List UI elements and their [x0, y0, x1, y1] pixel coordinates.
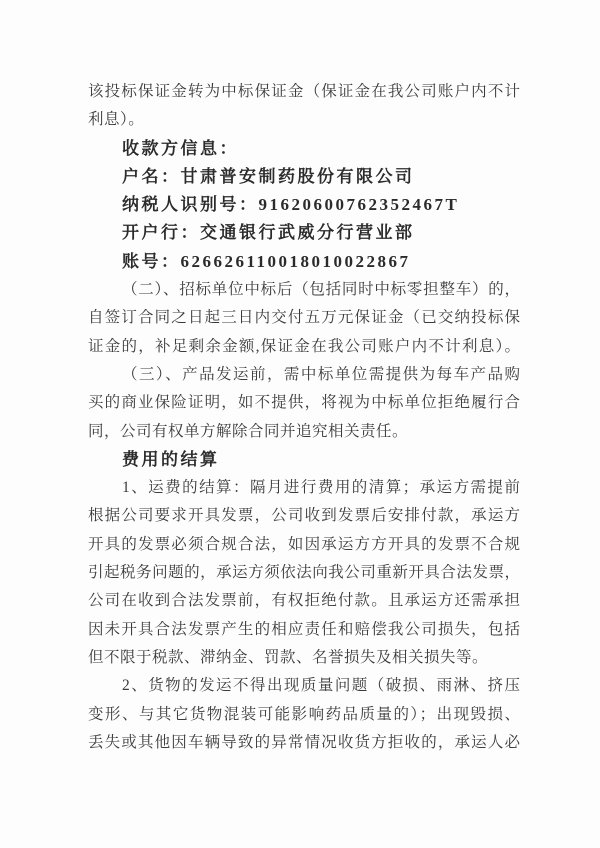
text-line: 公司在收到合法发票前，有权拒绝付款。且承运方还需承担	[88, 592, 520, 610]
text-line: 账号：626626110018010022867	[122, 251, 411, 271]
text-line: 1、运费的结算：隔月进行费用的清算；承运方需提前	[122, 479, 520, 497]
text-line: 引起税务问题的，承运方须依法向我公司重新开具合法发票，	[88, 564, 520, 582]
text-line: 但不限于税款、滞纳金、罚款、名誉损失及相关损失等。	[88, 648, 489, 666]
text-line: 变形、与其它货物混装可能影响药品质量的）；出现毁损、	[88, 705, 520, 723]
text-line: 费用的结算	[122, 449, 220, 469]
text-line: 丢失或其他因车辆导致的异常情况收货方拒收的，承运人必	[88, 733, 520, 751]
text-line: 利息）。	[88, 111, 145, 129]
document-content	[88, 78, 520, 757]
text-line: 证金的，补足剩余金额,保证金在我公司账户内不计利息）。	[88, 337, 520, 355]
text-line: 开户行：交通银行武威分行营业部	[122, 223, 415, 243]
text-line: 该投标保证金转为中标保证金（保证金在我公司账户内不计	[88, 83, 520, 100]
text-line: 同，公司有权单方解除合同并追究相关责任。	[88, 422, 409, 440]
text-line: 买的商业保险证明，如不提供，将视为中标单位拒绝履行合	[88, 394, 520, 412]
text-line: 纳税人识别号：91620600762352467T	[122, 195, 460, 215]
text-line: 开具的发票必须合规合法，如因承运方方开具的发票不合规	[88, 535, 520, 553]
text-line: 因未开具合法发票产生的相应责任和赔偿我公司损失，包括	[88, 620, 520, 638]
text-line: （二）、招标单位中标后（包括同时中标零担整车）的，	[122, 281, 520, 299]
text-line: 收款方信息：	[122, 138, 239, 158]
text-line: 户名：甘肃普安制药股份有限公司	[122, 166, 415, 186]
text-line: 根据公司要求开具发票，公司收到发票后安排付款，承运方	[88, 507, 520, 525]
text-line: 自签订合同之日起三日内交付五万元保证金（已交纳投标保	[88, 309, 520, 327]
text-line: （三）、产品发运前，需中标单位需提供为每车产品购	[122, 365, 520, 383]
text-line: 2、货物的发运不得出现质量问题（破损、雨淋、挤压	[122, 677, 520, 695]
